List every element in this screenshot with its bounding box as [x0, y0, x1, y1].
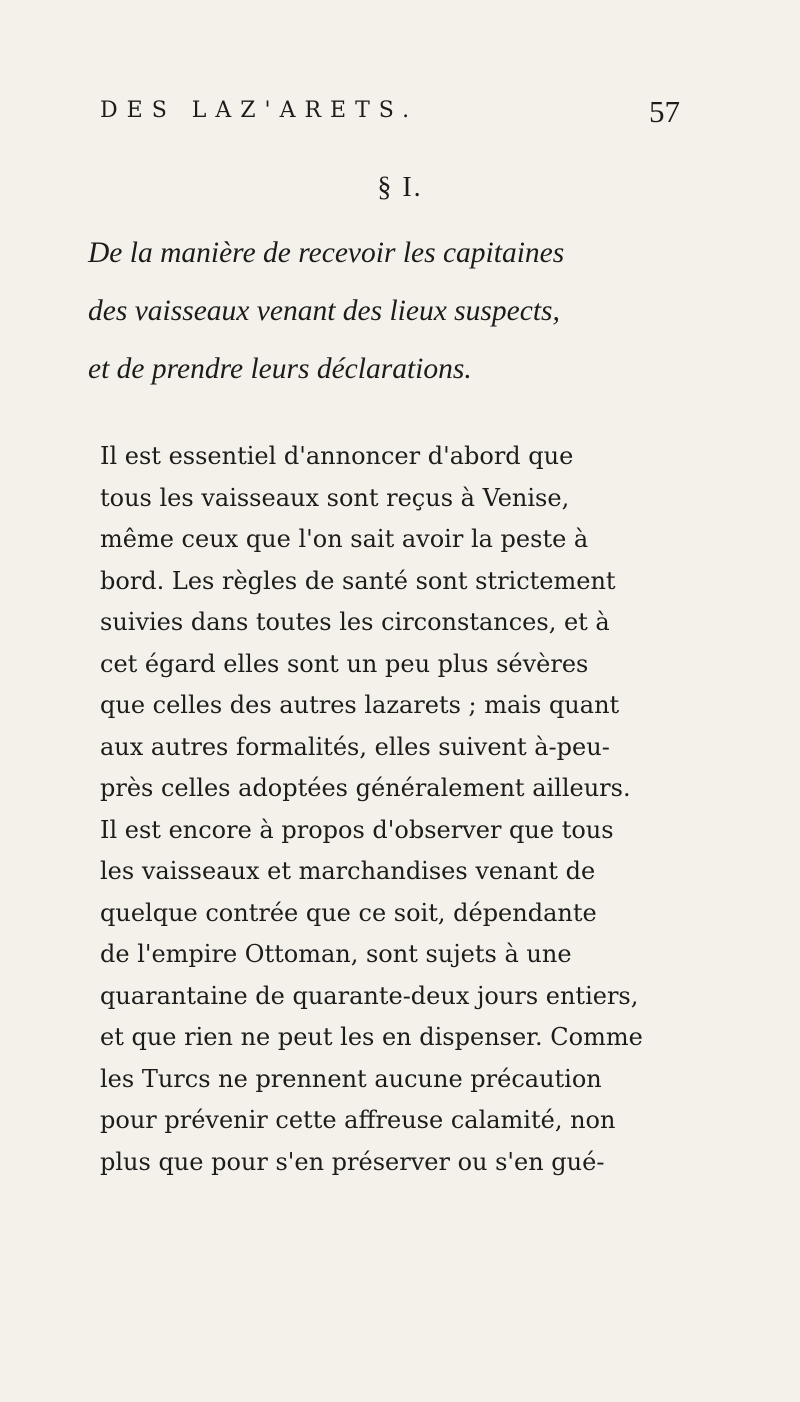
- body-line: les vaisseaux et marchandises venant de: [100, 857, 596, 885]
- body-line: pour prévenir cette affreuse calamité, non: [100, 1106, 616, 1134]
- section-number: § I.: [377, 172, 423, 203]
- body-line: aux autres formalités, elles suivent à-peu-: [100, 732, 610, 761]
- body-line: Il est encore à propos d'observer que tous: [100, 815, 614, 844]
- body-paragraph: [100, 436, 740, 1183]
- body-line: que celles des autres lazarets ; mais quant: [100, 691, 620, 719]
- section-heading: [88, 224, 728, 398]
- heading-line: des vaisseaux venant des lieux suspects,: [88, 295, 560, 327]
- body-line: suivies dans toutes les circonstances, et à: [100, 608, 610, 636]
- body-line: les Turcs ne prennent aucune précaution: [100, 1064, 602, 1093]
- body-line: quarantaine de quarante-deux jours entiers,: [100, 981, 639, 1010]
- body-line: tous les vaisseaux sont reçus à Venise,: [100, 483, 570, 512]
- body-line: quelque contrée que ce soit, dépendante: [100, 898, 597, 927]
- body-line: bord. Les règles de santé sont strictement: [100, 566, 616, 595]
- body-line: de l'empire Ottoman, sont sujets à une: [100, 940, 572, 968]
- heading-line: De la manière de recevoir les capitaines: [88, 237, 565, 269]
- running-head: [100, 94, 680, 138]
- body-line: même ceux que l'on sait avoir la peste à: [100, 525, 589, 553]
- heading-line: et de prendre leurs déclarations.: [88, 353, 472, 385]
- body-line: près celles adoptées généralement ailleurs.: [100, 774, 631, 802]
- body-line: plus que pour s'en préserver ou s'en gué-: [100, 1147, 605, 1176]
- body-line: et que rien ne peut les en dispenser. Comme: [100, 1023, 643, 1051]
- body-line: Il est essentiel d'annoncer d'abord que: [100, 442, 574, 470]
- body-line: cet égard elles sont un peu plus sévères: [100, 649, 589, 678]
- page-number: 57: [649, 94, 680, 129]
- running-title: DES LAZ'ARETS.: [100, 98, 419, 123]
